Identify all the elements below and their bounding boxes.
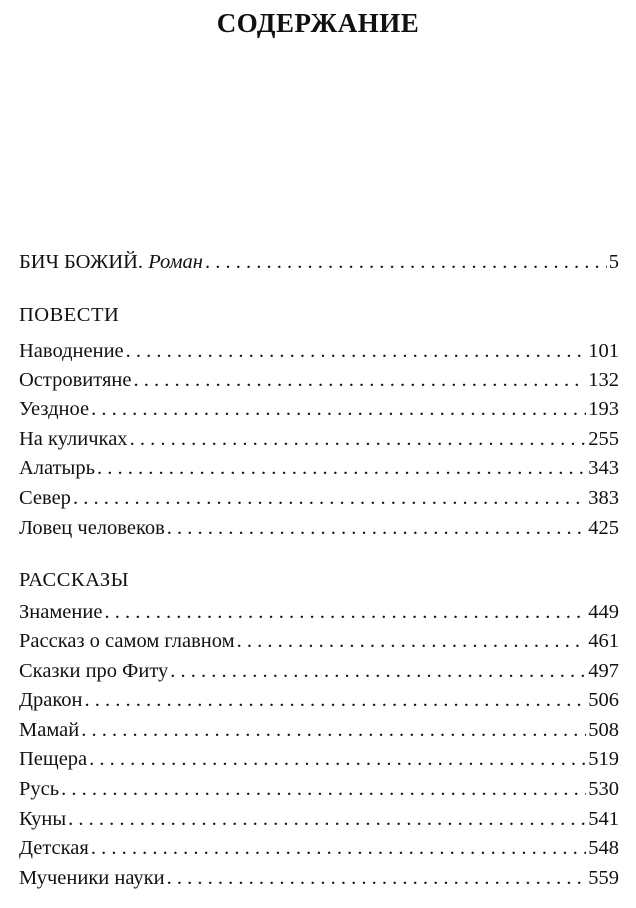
toc-entry-title: Знамение <box>19 601 103 623</box>
toc-entry-title: Наводнение <box>19 340 124 362</box>
toc-entry-title: Ловец человеков <box>19 517 165 539</box>
toc-entry <box>19 598 619 626</box>
toc-entry-page: 497 <box>588 660 619 682</box>
toc-entry-page: 193 <box>588 398 619 420</box>
toc-entry-title: Алатырь <box>19 457 95 479</box>
toc-entry <box>19 657 619 685</box>
toc-entry-title: Детская <box>19 837 89 859</box>
toc-entry-title: Мученики науки <box>19 867 165 889</box>
toc-entry <box>19 337 619 365</box>
toc-entry-page: 343 <box>588 457 619 479</box>
toc-entry-title: Рассказ о самом главном <box>19 630 235 652</box>
dot-leader <box>68 805 586 833</box>
toc-entry-page: 5 <box>608 251 619 273</box>
toc-entry-page: 548 <box>588 837 619 859</box>
toc-entry <box>19 745 619 773</box>
toc-entry-title: Сказки про Фиту <box>19 660 169 682</box>
novel-title: БИЧ БОЖИЙ. <box>19 251 144 273</box>
section-heading-rasskazy: РАССКАЗЫ <box>19 569 130 591</box>
dot-leader <box>91 834 586 862</box>
dot-leader <box>61 775 586 803</box>
novel-genre: Роман <box>148 251 203 273</box>
toc-entry-page: 383 <box>588 487 619 509</box>
dot-leader <box>91 395 586 423</box>
dot-leader <box>237 627 587 655</box>
toc-entry-page: 425 <box>588 517 619 539</box>
dot-leader <box>81 716 586 744</box>
toc-entry-page: 506 <box>588 689 619 711</box>
page-title: СОДЕРЖАНИЕ <box>216 8 420 38</box>
toc-entry <box>19 514 619 542</box>
dot-leader <box>104 598 586 626</box>
toc-entry-page: 461 <box>588 630 619 652</box>
section-heading-povesti: ПОВЕСТИ <box>19 304 120 326</box>
toc-entry <box>19 864 619 892</box>
dot-leader <box>167 514 586 542</box>
toc-entry-page: 519 <box>588 748 619 770</box>
toc-entry-page: 255 <box>588 428 619 450</box>
toc-entry-page: 541 <box>588 808 619 830</box>
dot-leader <box>89 745 586 773</box>
toc-entry-novel <box>19 248 619 276</box>
toc-entry-title: Мамай <box>19 719 80 741</box>
toc-entry <box>19 425 619 453</box>
toc-entry-page: 101 <box>588 340 619 362</box>
toc-entry-page: 449 <box>588 601 619 623</box>
toc-entry <box>19 805 619 833</box>
toc-entry-page: 508 <box>588 719 619 741</box>
toc-entry <box>19 716 619 744</box>
toc-entry-page: 559 <box>588 867 619 889</box>
toc-entry-title: Уездное <box>19 398 90 420</box>
dot-leader <box>167 864 587 892</box>
toc-entry-title: На куличках <box>19 428 128 450</box>
toc-entry-title: Русь <box>19 778 60 800</box>
dot-leader <box>126 337 587 365</box>
toc-entry <box>19 484 619 512</box>
toc-entry-page: 132 <box>588 369 619 391</box>
dot-leader <box>73 484 586 512</box>
toc-entry <box>19 775 619 803</box>
toc-entry-title <box>19 248 203 276</box>
toc-entry <box>19 454 619 482</box>
dot-leader <box>130 425 587 453</box>
toc-entry-title: Островитяне <box>19 369 132 391</box>
toc-entry <box>19 366 619 394</box>
toc-entry <box>19 834 619 862</box>
toc-entry <box>19 627 619 655</box>
dot-leader <box>97 454 586 482</box>
toc-entry <box>19 686 619 714</box>
dot-leader <box>205 248 607 276</box>
dot-leader <box>170 657 586 685</box>
dot-leader <box>84 686 586 714</box>
toc-entry-title: Куны <box>19 808 67 830</box>
toc-entry-title: Пещера <box>19 748 88 770</box>
dot-leader <box>133 366 586 394</box>
toc-entry-title: Дракон <box>19 689 83 711</box>
toc-entry-page: 530 <box>588 778 619 800</box>
toc-entry <box>19 395 619 423</box>
toc-entry-title: Север <box>19 487 71 509</box>
